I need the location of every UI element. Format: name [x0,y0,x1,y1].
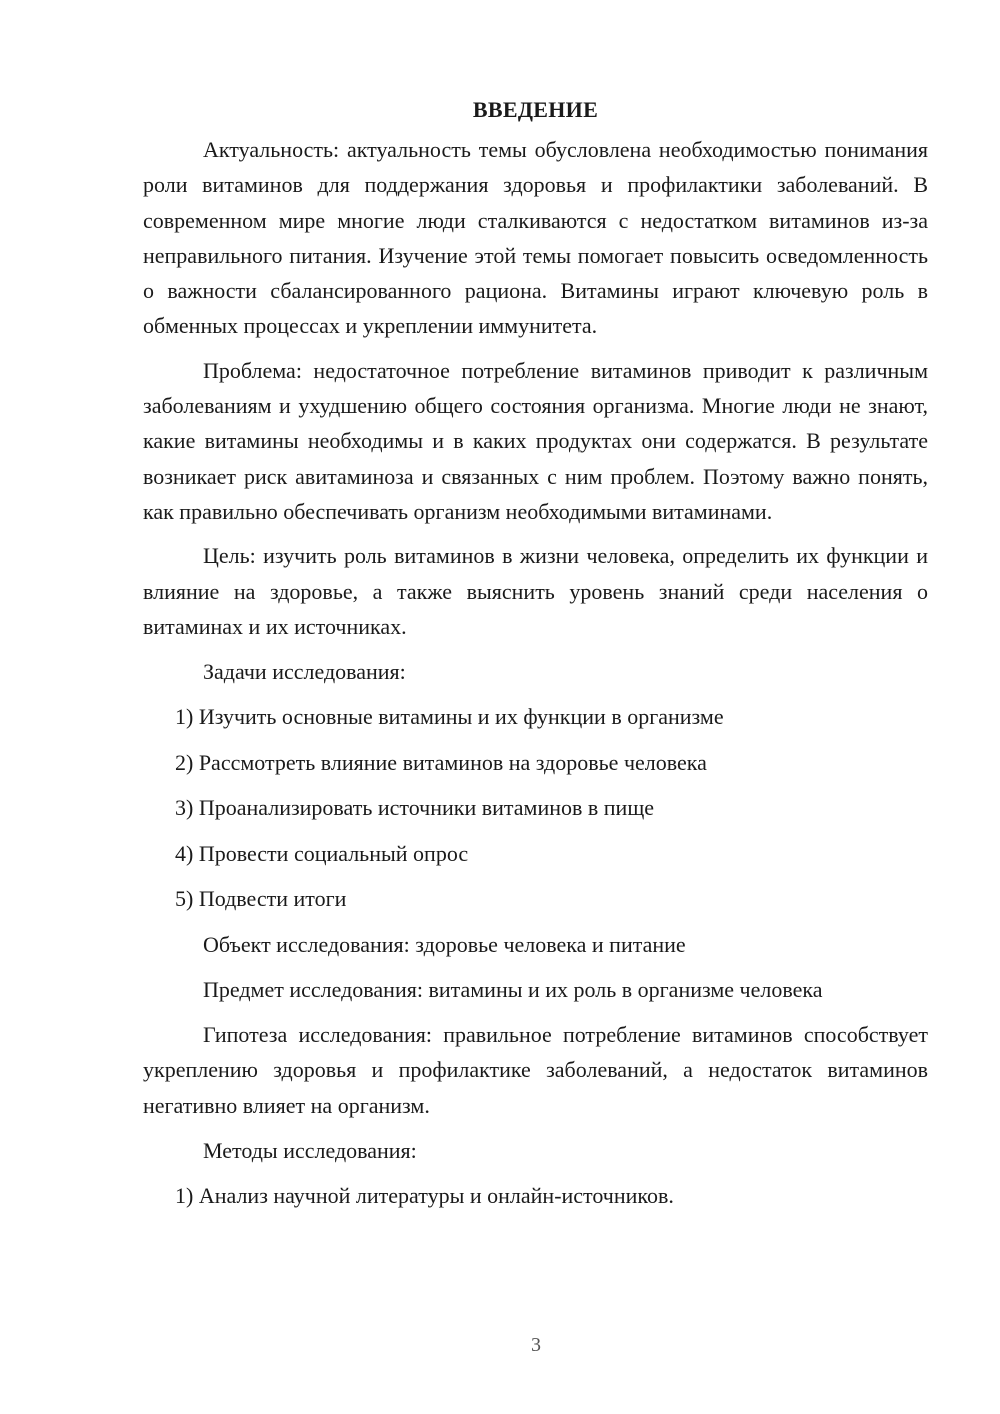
subject-line: Предмет исследования: витамины и их роль в организме человека [203,977,823,1003]
method-item: 1) Анализ научной литературы и онлайн-источников. [175,1183,674,1209]
object-line: Объект исследования: здоровье человека и питание [203,931,686,957]
task-item: 3) Проанализировать источники витаминов в пище [175,795,655,821]
task-item: 1) Изучить основные витамины и их функции в организме [175,704,724,730]
hypothesis-paragraph: Гипотеза исследования: правильное потребление витаминов способствует укреплению здоровья и профилактике заболеваний, а недостаток витаминов негативно влияет на организм. [143,1022,928,1118]
methods-heading: Методы исследования: [203,1137,417,1163]
tasks-heading: Задачи исследования: [203,658,406,684]
problem-paragraph: Проблема: недостаточное потребление витаминов приводит к различным заболеваниям и ухудшению общего состояния организма. Многие люди не знают, какие витамины необходимы и в каких продуктах они содержатся. В результате возникает риск авитаминоза и связанных с ним проблем. Поэтому важно понять, как правильно обеспечивать организм необходимыми витаминами. [143,357,928,524]
section-title: ВВЕДЕНИЕ [472,97,599,122]
task-item: 2) Рассмотреть влияние витаминов на здоровье человека [175,749,707,775]
page-number: 3 [531,1334,541,1356]
task-item: 4) Провести социальный опрос [175,840,469,866]
relevance-paragraph: Актуальность: актуальность темы обусловлена необходимостью понимания роли витаминов для поддержания здоровья и профилактики заболеваний. В современном мире многие люди сталкиваются с недостатком витаминов из-за неправильного питания. Изучение этой темы помогает повысить осведомленность о важности сбалансированного рациона. Витамины играют ключевую роль в обменных процессах и укреплении иммунитета. [143,137,928,339]
document-page [143,92,928,1214]
task-item: 5) Подвести итоги [175,886,347,912]
goal-paragraph: Цель: изучить роль витаминов в жизни человека, определить их функции и влияние на здоровье, а также выяснить уровень знаний среди населения о витаминах и их источниках. [143,543,928,639]
